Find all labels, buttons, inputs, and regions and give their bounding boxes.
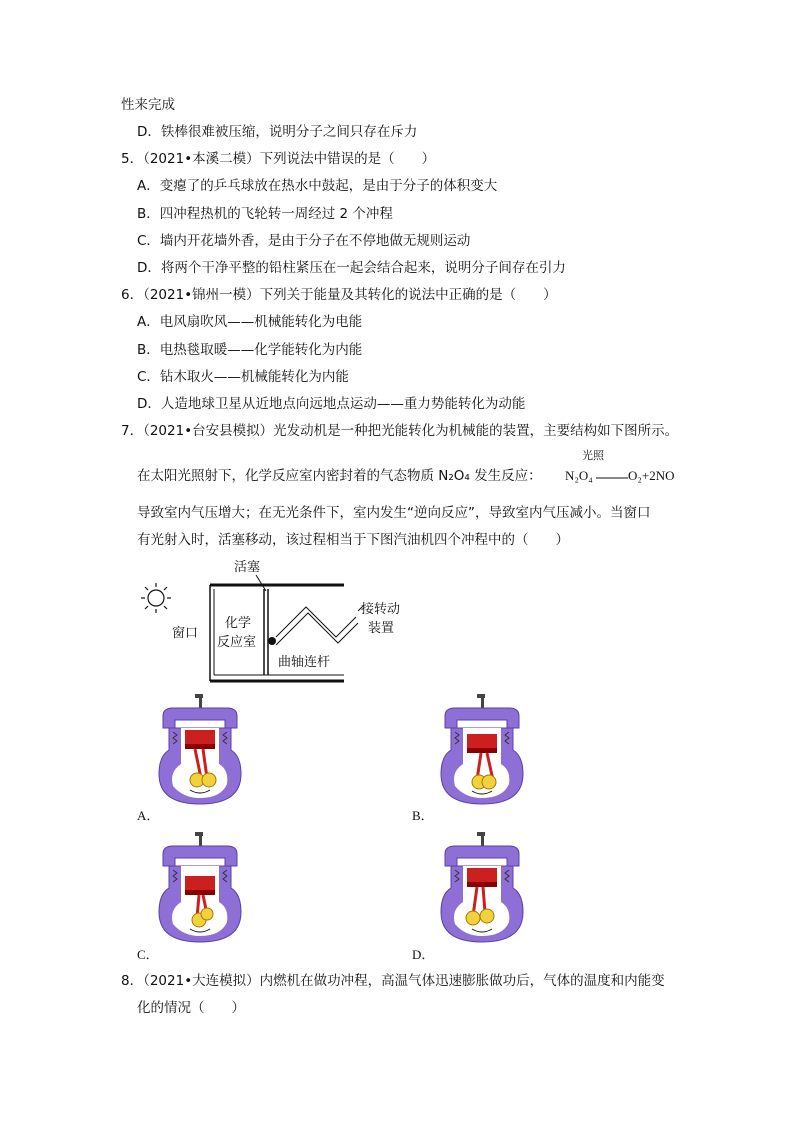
q6-option-d: D．人造地球卫星从近地点向远地点运动——重力势能转化为动能 xyxy=(137,396,526,412)
question-7: 7．（2021•台安县模拟）光发动机是一种把光能转化为机械能的装置，主要结构如下图所示。 xyxy=(121,423,679,439)
q4-option-d: D．铁棒很难被压缩，说明分子之间只存在斥力 xyxy=(137,124,418,140)
continued-text: 性来完成 xyxy=(121,97,175,113)
label-chamber-2: 反应室 xyxy=(217,635,257,650)
option-c-label: C． xyxy=(137,947,159,962)
reaction-arrow xyxy=(596,475,628,481)
q7-line-2: 在太阳光照射下，化学反应室内密封着的气态物质 N₂O₄ 发生反应： xyxy=(137,468,542,484)
label-drive-1: 接转动 xyxy=(361,602,401,617)
q5-option-a: A．变瘪了的乒乓球放在热水中鼓起，是由于分子的体积变大 xyxy=(137,178,498,194)
label-window: 窗口 xyxy=(172,626,199,641)
option-a-label: A． xyxy=(137,808,160,823)
label-crank: 曲轴连杆 xyxy=(278,655,331,670)
q7-line-3: 导致室内气压增大；在无光条件下，室内发生“逆向反应”，导致室内气压减小。当窗口 xyxy=(137,505,651,521)
q6-option-a: A．电风扇吹风——机械能转化为电能 xyxy=(137,314,363,330)
label-piston: 活塞 xyxy=(234,560,261,575)
label-chamber-1: 化学 xyxy=(225,616,252,631)
q6-option-c: C．钻木取火——机械能转化为内能 xyxy=(137,369,349,385)
q5-option-d: D．将两个干净平整的铅柱紧压在一起会结合起来，说明分子间存在引力 xyxy=(137,260,566,276)
light-engine-diagram xyxy=(136,555,426,690)
option-b-label: B． xyxy=(412,808,434,823)
label-drive-2: 装置 xyxy=(368,621,395,636)
option-d-label: D． xyxy=(412,947,435,962)
question-8: 8．（2021•大连模拟）内燃机在做功冲程，高温气体迅速膨胀做功后，气体的温度和内能变 xyxy=(121,973,665,989)
q6-option-b: B．电热毯取暖——化学能转化为内能 xyxy=(137,342,363,358)
sun-icon xyxy=(141,583,171,613)
engine-figure-d xyxy=(437,832,527,947)
q5-option-c: C．墙内开花墙外香，是由于分子在不停地做无规则运动 xyxy=(137,233,471,249)
engine-figure-a xyxy=(155,694,245,809)
equation-reactant: N₂O₄ xyxy=(565,468,593,483)
engine-figure-c xyxy=(155,832,245,947)
q5-option-b: B．四冲程热机的飞轮转一周经过 2 个冲程 xyxy=(137,206,393,222)
q7-line-4: 有光射入时，活塞移动，该过程相当于下图汽油机四个冲程中的（ ） xyxy=(137,532,569,548)
question-6: 6．（2021•锦州一模）下列关于能量及其转化的说法中正确的是（ ） xyxy=(121,287,557,303)
equation-products: O₂+2NO xyxy=(628,468,675,483)
engine-figure-b xyxy=(437,694,527,809)
q8-line-2: 化的情况（ ） xyxy=(137,1000,245,1016)
reaction-condition: 光照 xyxy=(582,449,604,462)
question-5: 5．（2021•本溪二模）下列说法中错误的是（ ） xyxy=(121,151,436,167)
